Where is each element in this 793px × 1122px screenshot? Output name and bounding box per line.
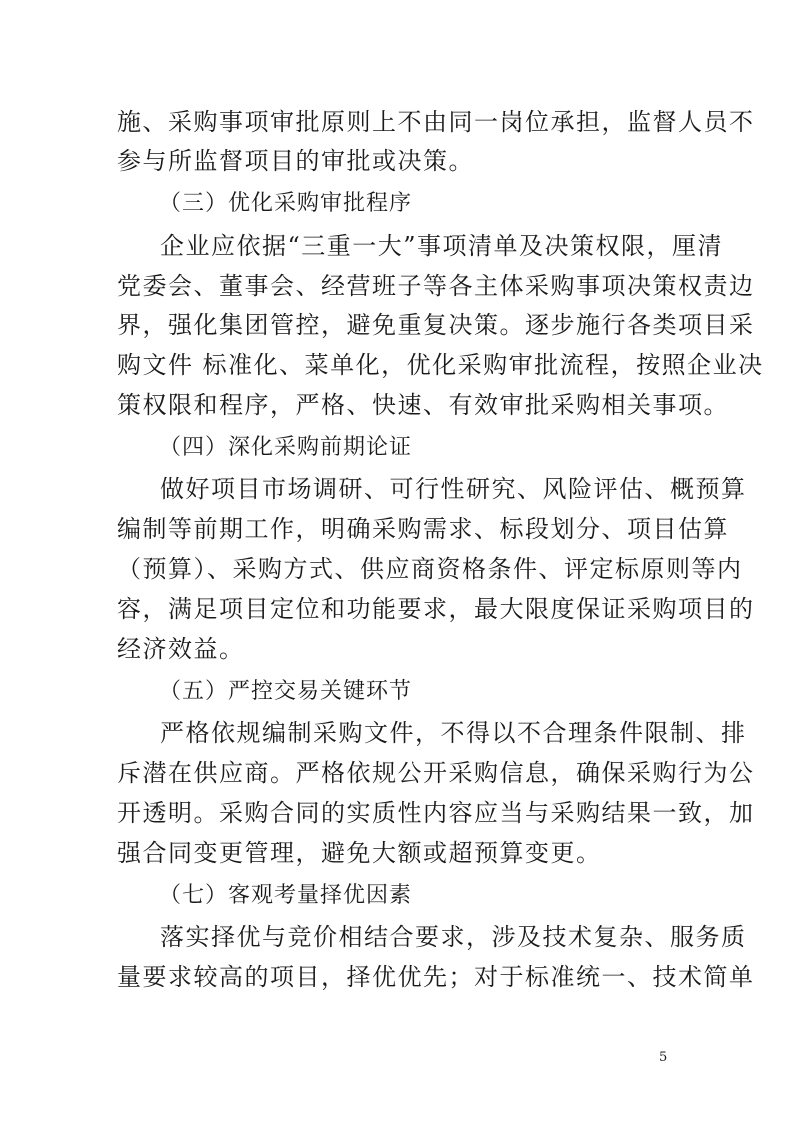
paragraph-line: 量要求较高的项目，择优优先；对于标准统一、技术简单 <box>117 963 755 991</box>
section-heading-3: （三）优化采购审批程序 <box>159 191 413 216</box>
paragraph-line: 落实择优与竞价相结合要求，涉及技术复杂、服务质 <box>160 923 747 951</box>
paragraph-line: （预算）、采购方式、供应商资格条件、评定标原则等内 <box>117 555 743 583</box>
paragraph-line: 界，强化集团管控，避免重复决策。逐步施行各类项目采 <box>117 311 755 339</box>
section-heading-4: （四）深化采购前期论证 <box>159 435 413 460</box>
paragraph-line: 做好项目市场调研、可行性研究、风险评估、概预算 <box>160 475 747 503</box>
paragraph-line: 施、采购事项审批原则上不由同一岗位承担，监督人员不 <box>117 108 755 136</box>
paragraph-line: 参与所监督项目的审批或决策。 <box>117 147 474 175</box>
paragraph-line: 党委会、董事会、经营班子等各主体采购事项决策权责边 <box>117 272 755 300</box>
paragraph-line: 强合同变更管理，避免大额或超预算变更。 <box>117 839 602 867</box>
page-number: 5 <box>659 1050 668 1065</box>
paragraph-line: 容，满足项目定位和功能要求，最大限度保证采购项目的 <box>117 595 755 623</box>
paragraph-line: 策权限和程序，严格、快速、有效审批采购相关事项。 <box>117 391 729 419</box>
paragraph-line: 编制等前期工作，明确采购需求、标段划分、项目估算 <box>117 515 729 543</box>
paragraph-line: 严格依规编制采购文件，不得以不合理条件限制、排 <box>160 719 747 747</box>
section-heading-5: （五）严控交易关键环节 <box>159 679 413 704</box>
paragraph-line: 斥潜在供应商。严格依规公开采购信息，确保采购行为公 <box>117 759 755 787</box>
paragraph-line: 购文件 标准化、菜单化，优化采购审批流程，按照企业决 <box>117 351 764 379</box>
paragraph-line: 企业应依据“三重一大”事项清单及决策权限，厘清 <box>160 232 724 260</box>
paragraph-line: 开透明。采购合同的实质性内容应当与采购结果一致，加 <box>117 799 755 827</box>
section-heading-7: （七）客观考量择优因素 <box>159 883 413 908</box>
paragraph-line: 经济效益。 <box>117 635 245 663</box>
